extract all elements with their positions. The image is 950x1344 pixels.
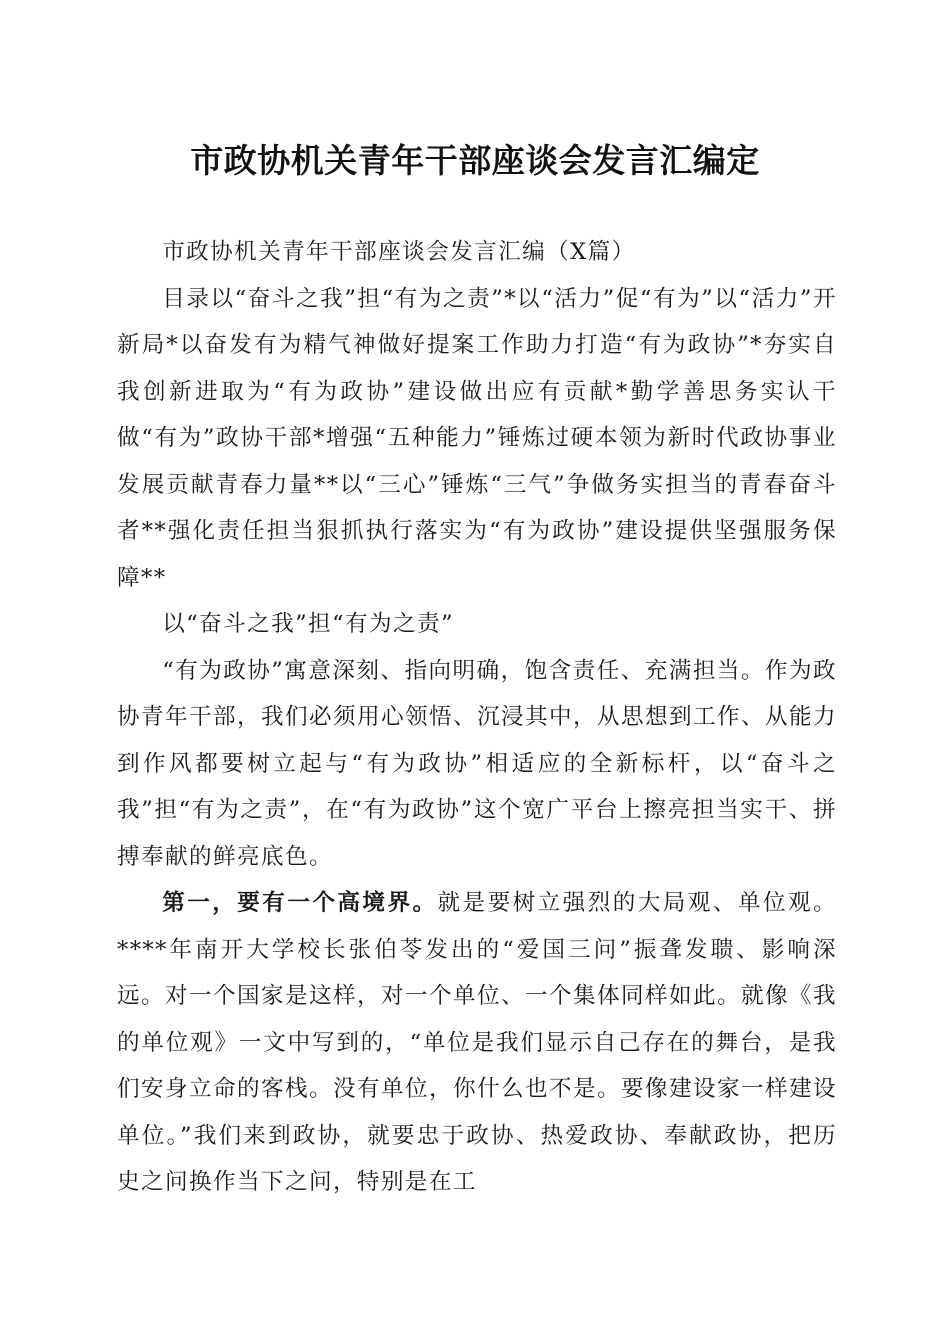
paragraph-section-heading: 以“奋斗之我”担“有为之责” xyxy=(162,611,454,637)
paragraph-intro: “有为政协”寓意深刻、指向明确，饱含责任、充满担当。作为政协青年干部，我们必须用心领悟、沉浸其中，从思想到工作、从能力到作风都要树立起与“有为政协”相适应的全新标杆，以“奋斗之我”担“有为之责”，在“有为政协”这个宽广平台上擦亮担当实干、拼搏奉献的鲜亮底色。 xyxy=(117,657,837,870)
paragraph-rest: 就是要树立强烈的大局观、单位观。****年南开大学校长张伯苓发出的“爱国三问”振聋发聩、影响深远。对一个国家是这样，对一个单位、一个集体同样如此。就像《我的单位观》一文中写到的，“单位是我们显示自己存在的舞台，是我们安身立命的客栈。没有单位，你什么也不是。要像建设家一样建设单位。”我们来到政协，就要忠于政协、热爱政协、奉献政协，把历史之问换作当下之问，特别是在工 xyxy=(117,890,837,1195)
paragraph-contents: 目录以“奋斗之我”担“有为之责”*以“活力”促“有为”以“活力”开新局*以奋发有为精气神做好提案工作助力打造“有为政协”*夯实自我创新进取为“有为政协”建设做出应有贡献*勤学善思务实认干做“有为”政协干部*增强“五种能力”锤炼过硬本领为新时代政协事业发展贡献青春力量**以“三心”锤炼“三气”争做务实担当的青春奋斗者**强化责任担当狠抓执行落实为“有为政协”建设提供坚强服务保障** xyxy=(117,285,837,591)
paragraph-subtitle: 市政协机关青年干部座谈会发言汇编（X篇） xyxy=(162,239,636,265)
paragraph-lead: 第一，要有一个高境界。 xyxy=(162,890,438,916)
document-title: 市政协机关青年干部座谈会发言汇编定 xyxy=(190,141,760,180)
document-body xyxy=(117,229,837,1206)
paragraph-first-point xyxy=(117,880,837,1206)
